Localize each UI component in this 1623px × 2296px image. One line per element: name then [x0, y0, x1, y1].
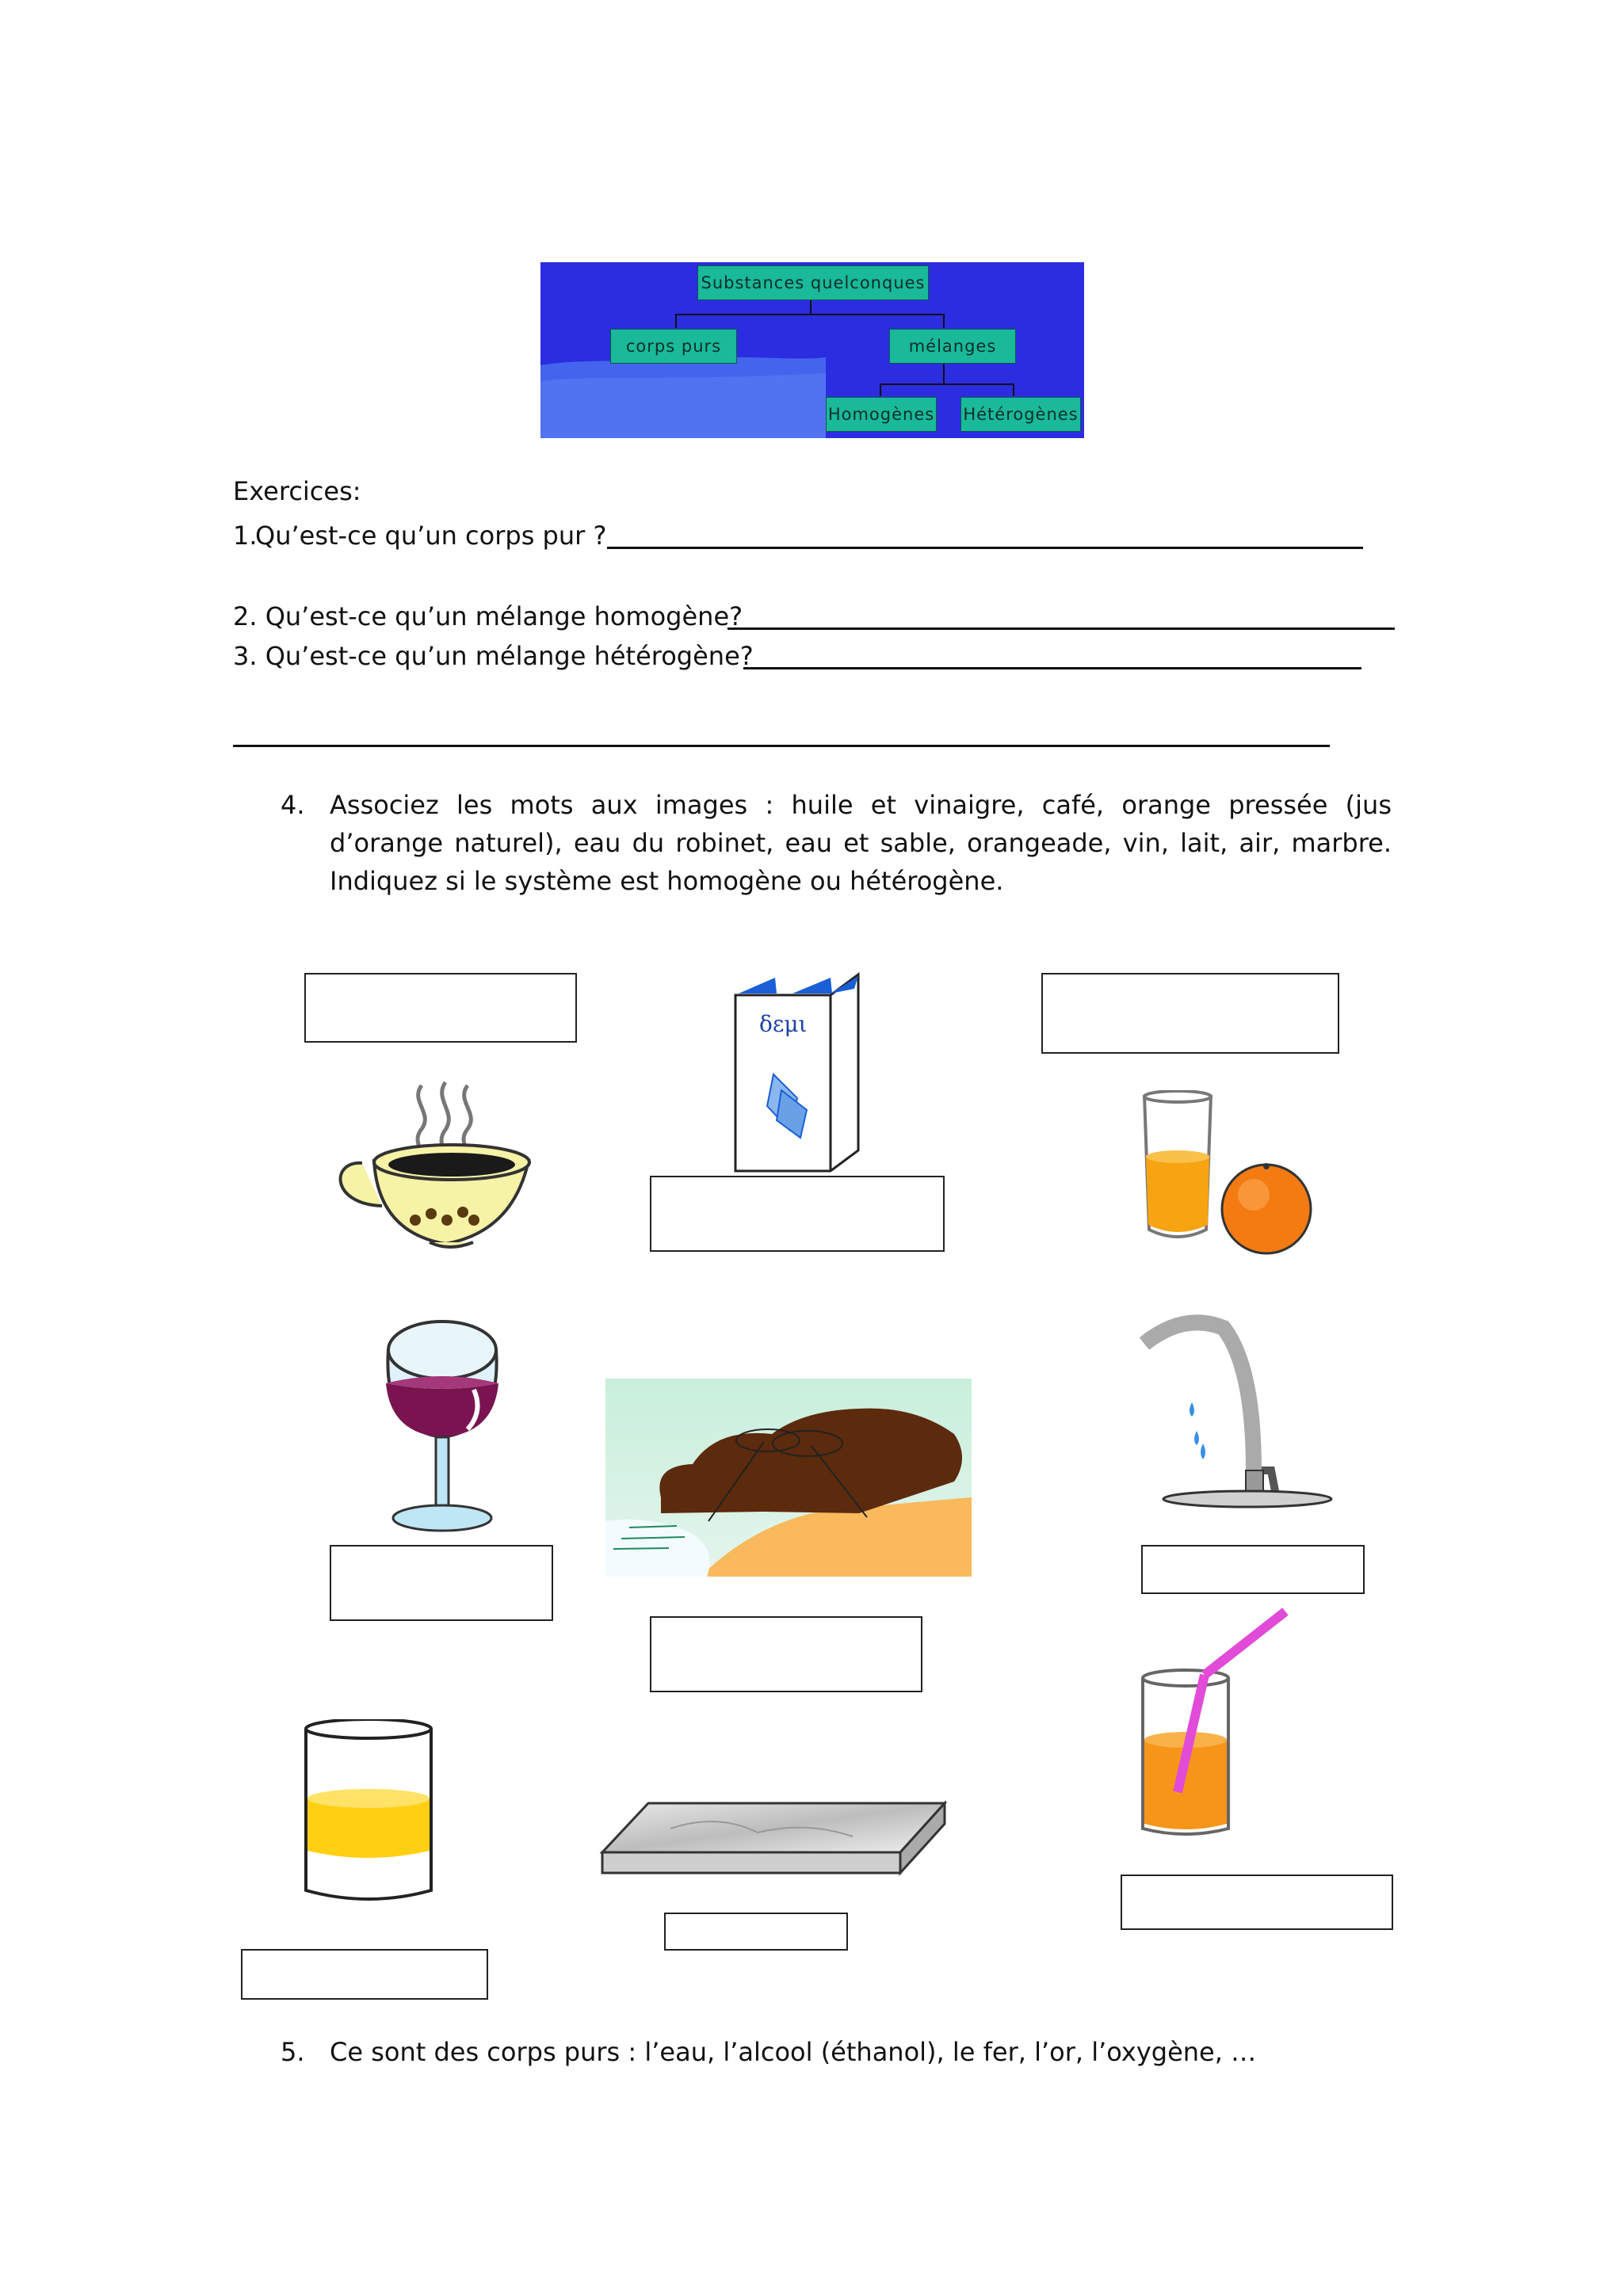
tap-water-image: [1136, 1312, 1335, 1518]
label-box-marble[interactable]: [664, 1913, 848, 1951]
question-2: 2. Qu’est-ce qu’un mélange homogène?: [233, 601, 743, 631]
diagram-heterogenes: Hétérogènes: [960, 397, 1081, 432]
orangeade-image: [1138, 1602, 1296, 1840]
answer-line-2[interactable]: [727, 627, 1395, 630]
question-4-number: 4.: [281, 790, 305, 820]
label-box-tap-water[interactable]: [1141, 1545, 1365, 1594]
label-box-orangeade[interactable]: [1121, 1875, 1393, 1930]
water-and-sand-image: [605, 1379, 972, 1577]
milk-carton-label: δεμι: [759, 1011, 808, 1037]
answer-line-3b[interactable]: [233, 745, 1330, 747]
label-box-wine[interactable]: [330, 1545, 553, 1621]
label-box-coffee[interactable]: [304, 973, 577, 1043]
diagram-corps-purs: corps purs: [610, 329, 737, 364]
label-box-milk[interactable]: [650, 1176, 945, 1252]
label-box-orange-juice[interactable]: [1041, 973, 1339, 1054]
diagram-melanges: mélanges: [889, 329, 1016, 364]
question-4: Associez les mots aux images : huile et vinaigre, café, orange pressée (jus d’orange naturel), eau du robinet, eau et sable, orangeade, vin, lait, air, marbre. Indiquez si le système est homogène ou hétérogène.: [330, 790, 1392, 896]
label-box-water-sand[interactable]: [650, 1616, 922, 1692]
diagram-homogenes: Homogènes: [826, 397, 937, 432]
wine-glass-image: [379, 1318, 506, 1540]
coffee-cup-image: [327, 1077, 533, 1260]
question-1-number: 1.: [233, 521, 258, 551]
question-5-number: 5.: [281, 2037, 305, 2067]
diagram-root: Substances quelconques: [697, 265, 929, 300]
answer-line-1[interactable]: [607, 547, 1363, 549]
exercises-heading: Exercices:: [233, 476, 361, 506]
answer-line-3[interactable]: [743, 667, 1361, 669]
marble-slab-image: [599, 1797, 948, 1884]
question-1: Qu’est-ce qu’un corps pur ?: [255, 521, 607, 551]
classification-diagram: [540, 262, 1084, 438]
milk-carton-image: [727, 971, 862, 1174]
label-box-oil-vinegar[interactable]: [241, 1949, 488, 2000]
oil-vinegar-glass-image: [301, 1719, 436, 1909]
question-5: Ce sont des corps purs : l’eau, l’alcool (éthanol), le fer, l’or, l’oxygène, …: [330, 2037, 1257, 2067]
question-3: 3. Qu’est-ce qu’un mélange hétérogène?: [233, 641, 754, 671]
orange-juice-image: [1138, 1090, 1322, 1257]
